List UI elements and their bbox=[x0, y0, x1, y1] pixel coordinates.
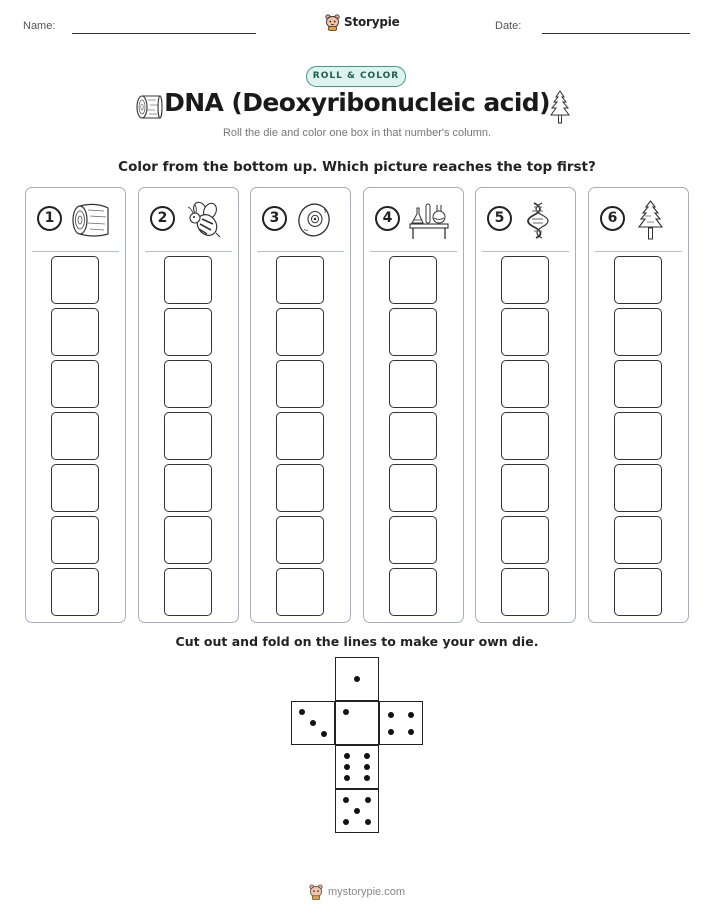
die-pip bbox=[354, 808, 360, 814]
color-box[interactable] bbox=[276, 308, 324, 356]
color-box[interactable] bbox=[389, 568, 437, 616]
column-3 bbox=[250, 187, 351, 623]
column-number: 4 bbox=[375, 206, 400, 231]
column-number: 1 bbox=[37, 206, 62, 231]
color-box[interactable] bbox=[614, 412, 662, 460]
color-box[interactable] bbox=[276, 516, 324, 564]
color-box[interactable] bbox=[276, 360, 324, 408]
die-pip bbox=[365, 797, 371, 803]
color-box[interactable] bbox=[164, 308, 212, 356]
color-box[interactable] bbox=[389, 412, 437, 460]
color-box[interactable] bbox=[501, 360, 549, 408]
roll-and-color-badge: ROLL & COLOR bbox=[306, 66, 406, 87]
die-face-5 bbox=[335, 789, 379, 833]
name-line[interactable] bbox=[72, 33, 256, 34]
die-pip bbox=[343, 797, 349, 803]
die-face-4 bbox=[379, 701, 423, 745]
die-pip bbox=[321, 731, 327, 737]
storypie-mascot-icon bbox=[325, 14, 340, 31]
color-box[interactable] bbox=[164, 360, 212, 408]
die-face-3 bbox=[291, 701, 335, 745]
color-box[interactable] bbox=[164, 412, 212, 460]
color-box[interactable] bbox=[164, 568, 212, 616]
die-pip bbox=[344, 753, 350, 759]
color-box[interactable] bbox=[614, 516, 662, 564]
die-face-1 bbox=[335, 657, 379, 701]
die-pip bbox=[310, 720, 316, 726]
die-pip bbox=[299, 709, 305, 715]
date-label: Date: bbox=[495, 20, 522, 32]
die-pip bbox=[344, 775, 350, 781]
color-box[interactable] bbox=[51, 308, 99, 356]
die-pip bbox=[343, 819, 349, 825]
color-box[interactable] bbox=[614, 256, 662, 304]
footer bbox=[309, 884, 405, 900]
footer-url[interactable]: mystorypie.com bbox=[328, 886, 406, 898]
die-pip bbox=[388, 729, 394, 735]
color-box[interactable] bbox=[501, 308, 549, 356]
die-pip bbox=[364, 764, 370, 770]
brand-name: Storypie bbox=[344, 15, 400, 29]
die-pip bbox=[364, 775, 370, 781]
color-box[interactable] bbox=[51, 568, 99, 616]
instruction-text: Color from the bottom up. Which picture reaches the top first? bbox=[118, 159, 596, 175]
lab-table-icon bbox=[408, 200, 450, 240]
die-pip bbox=[408, 729, 414, 735]
color-box[interactable] bbox=[501, 412, 549, 460]
color-box[interactable] bbox=[389, 516, 437, 564]
die-face-1 bbox=[335, 701, 379, 745]
color-box[interactable] bbox=[614, 568, 662, 616]
color-box[interactable] bbox=[614, 360, 662, 408]
die-pip bbox=[354, 676, 360, 682]
die-pip bbox=[388, 712, 394, 718]
color-box[interactable] bbox=[51, 256, 99, 304]
column-divider bbox=[145, 251, 232, 252]
color-box[interactable] bbox=[276, 412, 324, 460]
wood-log-icon bbox=[70, 200, 112, 240]
color-box[interactable] bbox=[164, 516, 212, 564]
color-box[interactable] bbox=[501, 516, 549, 564]
column-number: 3 bbox=[262, 206, 287, 231]
column-divider bbox=[32, 251, 119, 252]
column-divider bbox=[482, 251, 569, 252]
column-number: 6 bbox=[600, 206, 625, 231]
color-box[interactable] bbox=[389, 256, 437, 304]
color-box[interactable] bbox=[276, 464, 324, 512]
column-1 bbox=[25, 187, 126, 623]
column-number: 5 bbox=[487, 206, 512, 231]
die-face-6 bbox=[335, 745, 379, 789]
dna-helix-icon bbox=[520, 200, 562, 240]
die-pip bbox=[408, 712, 414, 718]
color-box[interactable] bbox=[389, 464, 437, 512]
column-divider bbox=[257, 251, 344, 252]
column-divider bbox=[595, 251, 682, 252]
color-box[interactable] bbox=[389, 308, 437, 356]
color-box[interactable] bbox=[389, 360, 437, 408]
color-box[interactable] bbox=[501, 568, 549, 616]
color-box[interactable] bbox=[51, 412, 99, 460]
color-box[interactable] bbox=[501, 464, 549, 512]
color-box[interactable] bbox=[501, 256, 549, 304]
column-number: 2 bbox=[150, 206, 175, 231]
cut-instruction: Cut out and fold on the lines to make your own die. bbox=[175, 634, 539, 649]
color-box[interactable] bbox=[51, 464, 99, 512]
die-pip bbox=[364, 753, 370, 759]
color-box[interactable] bbox=[614, 308, 662, 356]
storypie-mascot-icon bbox=[309, 884, 323, 900]
column-4 bbox=[363, 187, 464, 623]
color-box[interactable] bbox=[614, 464, 662, 512]
column-5 bbox=[475, 187, 576, 623]
column-6 bbox=[588, 187, 689, 623]
color-box[interactable] bbox=[276, 256, 324, 304]
color-box[interactable] bbox=[51, 360, 99, 408]
color-box[interactable] bbox=[51, 516, 99, 564]
die-pip bbox=[365, 819, 371, 825]
column-2 bbox=[138, 187, 239, 623]
cell-icon bbox=[295, 200, 337, 240]
brand-logo bbox=[325, 12, 400, 32]
die-pip bbox=[343, 709, 349, 715]
color-box[interactable] bbox=[164, 464, 212, 512]
subtitle: Roll the die and color one box in that number's column. bbox=[222, 127, 492, 139]
date-line[interactable] bbox=[542, 33, 690, 34]
tree-title-icon bbox=[550, 90, 570, 124]
die-pip bbox=[344, 764, 350, 770]
color-box[interactable] bbox=[164, 256, 212, 304]
name-label: Name: bbox=[23, 20, 56, 32]
page-title: DNA (Deoxyribonucleic acid) bbox=[164, 88, 550, 117]
column-divider bbox=[370, 251, 457, 252]
color-box[interactable] bbox=[276, 568, 324, 616]
tree-icon bbox=[633, 200, 675, 240]
bee-icon bbox=[183, 200, 225, 240]
